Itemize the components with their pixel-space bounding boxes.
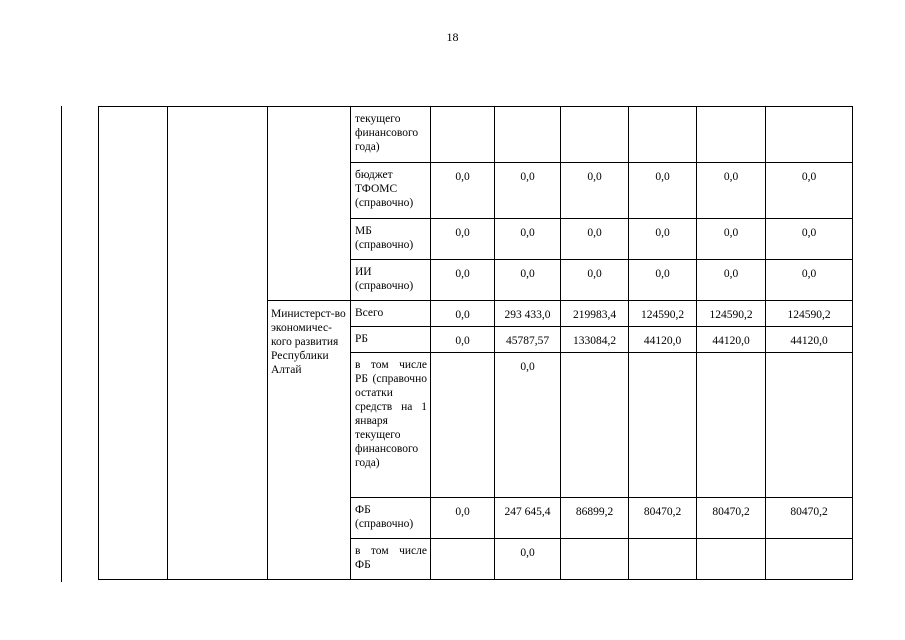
value-cell: 293 433,0 [495,301,561,327]
value-cell: 0,0 [697,163,766,219]
organization-cell: Министерст-во экономичес-кого развития Республики Алтай [268,301,351,580]
value-cell: 0,0 [766,219,853,260]
value-cell: 0,0 [495,539,561,580]
row-label: ИИ (справочно) [351,260,431,301]
value-cell: 0,0 [629,163,697,219]
empty-column-cell [168,107,268,580]
value-cell [431,107,495,163]
table-row [99,107,853,163]
value-cell: 0,0 [766,260,853,301]
value-cell: 124590,2 [766,301,853,327]
value-cell: 44120,0 [766,327,853,353]
value-cell: 0,0 [431,301,495,327]
value-cell [495,107,561,163]
value-cell: 124590,2 [697,301,766,327]
row-label: ФБ (справочно) [351,498,431,539]
value-cell: 0,0 [431,498,495,539]
value-cell [766,353,853,498]
value-cell: 0,0 [697,219,766,260]
value-cell: 133084,2 [561,327,629,353]
row-label: в том числе РБ (справочно остатки средств на 1 января текущего финансового года) [351,353,431,498]
value-cell: 0,0 [561,163,629,219]
page-number: 18 [446,30,459,44]
value-cell [766,539,853,580]
value-cell: 0,0 [431,163,495,219]
value-cell: 0,0 [561,219,629,260]
value-cell: 247 645,4 [495,498,561,539]
value-cell: 0,0 [561,260,629,301]
value-cell: 0,0 [766,163,853,219]
value-cell [561,107,629,163]
row-label: текущего финансового года) [351,107,431,163]
value-cell [561,539,629,580]
value-cell: 0,0 [431,327,495,353]
row-label: РБ [351,327,431,353]
value-cell: 80470,2 [697,498,766,539]
value-cell: 0,0 [697,260,766,301]
row-label: МБ (справочно) [351,219,431,260]
value-cell [697,107,766,163]
value-cell [629,539,697,580]
value-cell: 80470,2 [629,498,697,539]
value-cell [766,107,853,163]
value-cell: 0,0 [431,260,495,301]
value-cell: 0,0 [495,353,561,498]
value-cell: 80470,2 [766,498,853,539]
left-margin-line [61,106,62,582]
empty-column-cell [99,107,168,580]
value-cell: 219983,4 [561,301,629,327]
value-cell [431,539,495,580]
value-cell: 124590,2 [629,301,697,327]
value-cell: 45787,57 [495,327,561,353]
value-cell: 0,0 [495,163,561,219]
value-cell [629,107,697,163]
row-label: Всего [351,301,431,327]
value-cell [697,539,766,580]
value-cell: 0,0 [629,219,697,260]
value-cell [697,353,766,498]
value-cell: 44120,0 [697,327,766,353]
value-cell: 0,0 [629,260,697,301]
empty-organization-cell [268,107,351,301]
value-cell: 0,0 [495,260,561,301]
value-cell: 86899,2 [561,498,629,539]
value-cell: 44120,0 [629,327,697,353]
value-cell [431,353,495,498]
budget-table [98,106,853,580]
row-label: бюджет ТФОМС (справочно) [351,163,431,219]
row-label: в том числе ФБ [351,539,431,580]
value-cell: 0,0 [431,219,495,260]
value-cell [629,353,697,498]
value-cell: 0,0 [495,219,561,260]
value-cell [561,353,629,498]
